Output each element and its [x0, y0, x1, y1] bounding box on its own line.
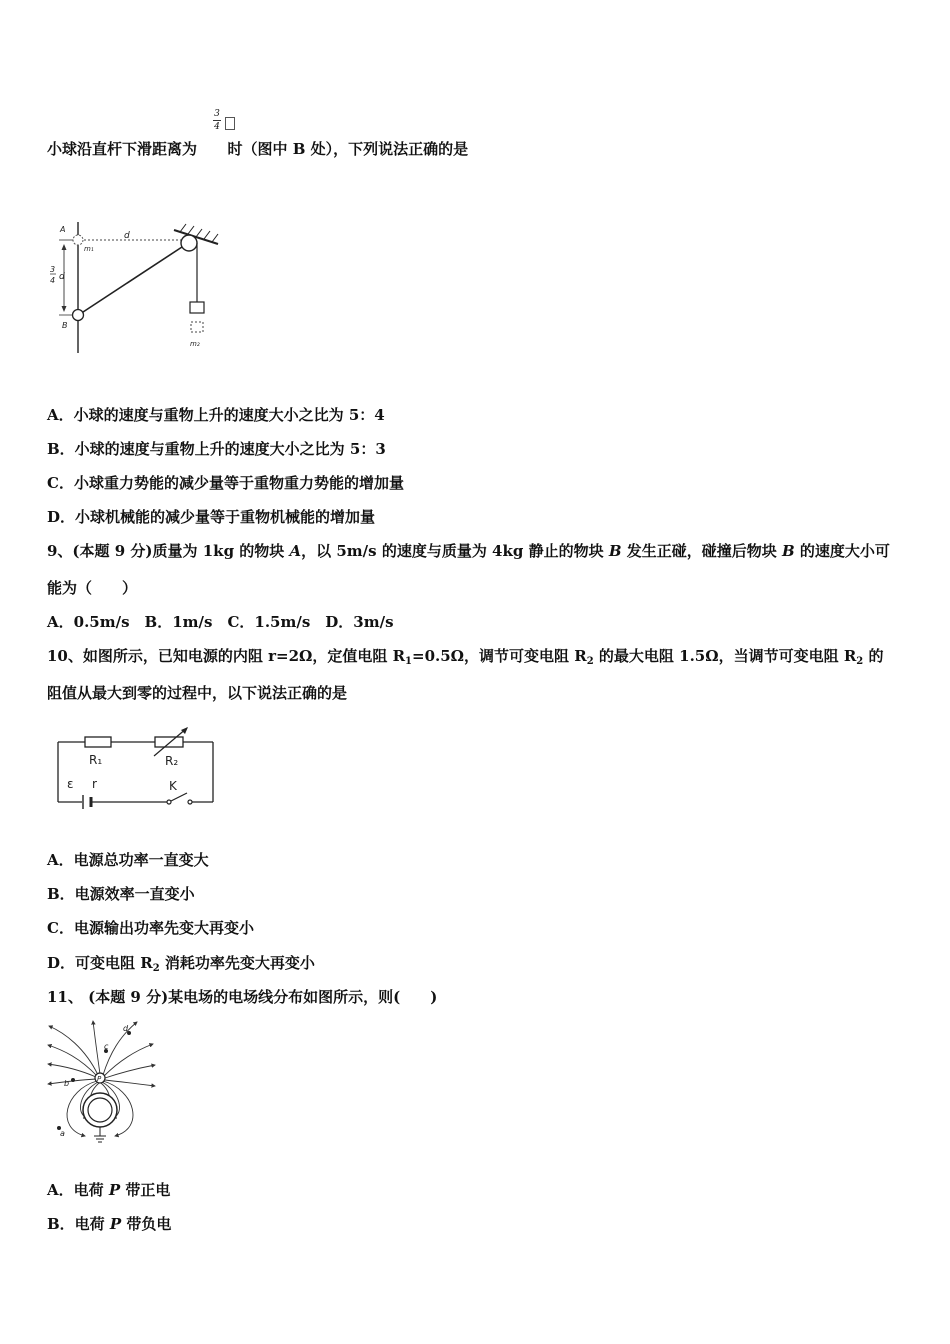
q9-stem-line1: 9、(本题 9 分)质量为 1kg 的物块 A，以 5m/s 的速度与质量为 4kg 静止的物块 B 发生正碰，碰撞后物块 B 的速度大小可 [47, 542, 890, 560]
label-m2: m₂ [190, 340, 200, 348]
rope-diagonal [80, 247, 182, 314]
q10-option-b: B．电源效率一直变小 [47, 885, 195, 903]
q10-circuit-figure [55, 726, 220, 811]
q10-option-c: C．电源输出功率先变大再变小 [47, 919, 254, 937]
q11-field-line-figure [45, 1018, 160, 1150]
label-m1: m₁ [84, 245, 94, 253]
q10-option-d: D．可变电阻 $R_2$ 消耗功率先变大再变小 [47, 954, 315, 974]
q11-stem: 11、 (本题 9 分)某电场的电场线分布如图所示，则( ) [47, 988, 438, 1006]
label-34-d: d [59, 272, 65, 282]
label-34-num: 3 [50, 265, 56, 274]
label-c: c [104, 1042, 109, 1051]
q10-option-a: A．电源总功率一直变大 [47, 851, 209, 869]
var-B: B [781, 542, 795, 560]
q10-stem-line1: 10、如图所示，已知电源的内阻 r=2Ω，定值电阻 $R_1=0.5\Omega$，调节可变电阻 $R_2$ 的最大电阻 1.5Ω，当调节可变电阻 $R_2$ 的 [47, 647, 884, 667]
pulley [181, 235, 197, 251]
label-P: P [97, 1075, 102, 1083]
q8-pulley-figure [48, 218, 228, 353]
q9-stem-line2: 能为（ ） [47, 579, 138, 597]
label-b: b [64, 1079, 70, 1088]
var-B: B [608, 542, 622, 560]
q9-options: A．0.5m/s B．1m/s C．1.5m/s D．3m/s [47, 613, 394, 631]
q8-stem [47, 139, 468, 159]
q10-stem-line2: 阻值从最大到零的过程中，以下说法正确的是 [47, 684, 348, 702]
label-34-den: 4 [50, 276, 56, 285]
fraction-three-quarters: 3 4 [214, 109, 220, 132]
label-K: K [169, 779, 177, 793]
weight-dashed [191, 322, 203, 332]
q8-option-c: C．小球重力势能的减少量等于重物重力势能的增加量 [47, 474, 404, 492]
q8-stem-part2: 时（图中 B 处），下列说法正确的是 [227, 140, 469, 158]
q11-option-a: A．电荷 P 带正电 [47, 1181, 171, 1199]
weight-m2 [190, 302, 204, 313]
point-b [71, 1078, 75, 1082]
label-R2: R₂ [165, 754, 179, 768]
label-a: a [60, 1129, 65, 1138]
label-R1: R₁ [89, 753, 103, 767]
var-A: A [289, 542, 302, 560]
label-d: d [124, 231, 130, 241]
label-d: d [123, 1024, 129, 1033]
q8-option-b: B．小球的速度与重物上升的速度大小之比为 5：3 [47, 440, 386, 458]
missing-glyph-box [225, 117, 235, 130]
ball-position-A [73, 235, 83, 245]
switch-contact-right [188, 800, 192, 804]
switch-contact-left [167, 800, 171, 804]
label-epsilon: ε [67, 777, 74, 791]
q8-option-d: D．小球机械能的减少量等于重物机械能的增加量 [47, 508, 376, 526]
label-B: B [62, 321, 68, 330]
q8-stem-part1: 小球沿直杆下滑距离为 [47, 140, 198, 158]
label-A: A [60, 225, 66, 234]
resistor-R1 [85, 737, 111, 747]
label-r: r [92, 777, 97, 791]
variable-resistor-R2 [155, 737, 183, 747]
ball-position-B [73, 310, 84, 321]
q8-option-a: A．小球的速度与重物上升的速度大小之比为 5：4 [47, 406, 385, 424]
q11-option-b: B．电荷 P 带负电 [47, 1215, 172, 1233]
switch-K [171, 793, 187, 801]
